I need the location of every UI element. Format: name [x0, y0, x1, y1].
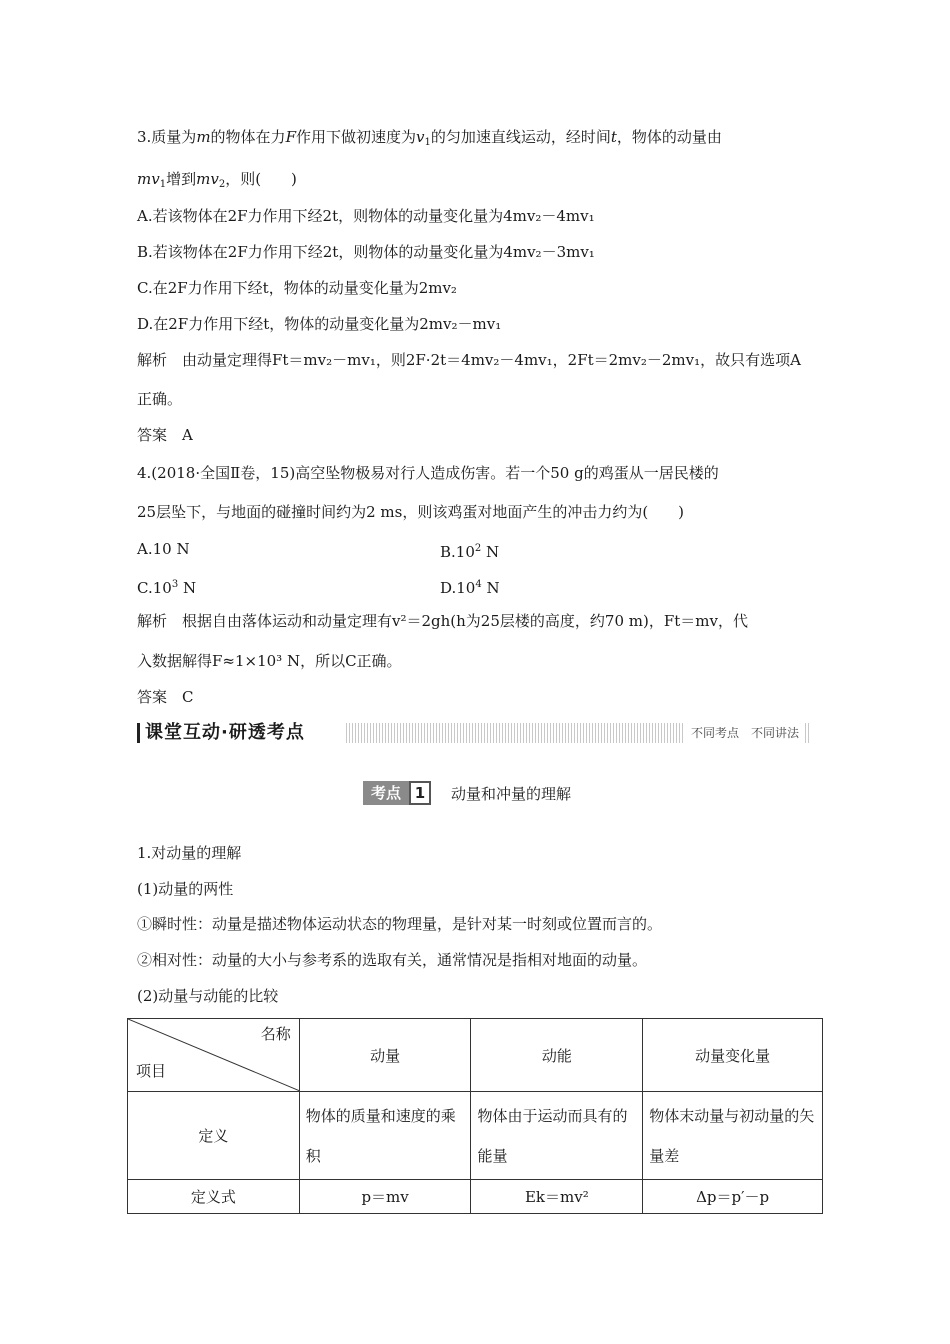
q4-analysis-line1: 解析 根据自由落体运动和动量定理有v²＝2gh(h为25层楼的高度，约70 m)，Ft＝mv，代 — [137, 612, 748, 630]
q3-option-a: A.若该物体在2F力作用下经2t，则物体的动量变化量为4mv₂－4mv₁ — [137, 207, 595, 225]
q3-analysis-line1: 解析 由动量定理得Ft＝mv₂－mv₁，则2F·2t＝4mv₂－4mv₁，2Ft＝2mv₂－2mv₁，故只有选项A — [137, 351, 801, 369]
q3-stem-line2 — [137, 169, 297, 195]
q4-text: D.10 — [440, 579, 476, 597]
q3-text: ，物体的动量由 — [616, 128, 722, 146]
table-row-label: 定义式 — [128, 1180, 300, 1214]
table-cell: 物体末动量与初动量的矢量差 — [643, 1092, 823, 1180]
q3-var-v: v — [151, 170, 160, 188]
table-row — [128, 1092, 823, 1180]
q3-option-d: D.在2F力作用下经t，物体的动量变化量为2mv₂－mv₁ — [137, 315, 502, 333]
q4-text: N — [481, 543, 500, 561]
corner-bottom-label: 项目 — [136, 1062, 167, 1080]
kaodian-number: 1 — [409, 781, 431, 805]
q3-stem-line1 — [137, 127, 722, 153]
q4-stem-line1: 4.(2018·全国Ⅱ卷，15)高空坠物极易对行人造成伤害。若一个50 g的鸡蛋从一居民楼的 — [137, 464, 719, 482]
table-cell: 物体由于运动而具有的能量 — [471, 1092, 643, 1180]
table-header-cell: 动能 — [471, 1019, 643, 1092]
q3-analysis-line2: 正确。 — [137, 390, 183, 408]
q3-option-c: C.在2F力作用下经t，物体的动量变化量为2mv₂ — [137, 279, 457, 297]
q3-text: 的物体在力 — [210, 128, 286, 146]
table-cell: 物体的质量和速度的乘积 — [299, 1092, 471, 1180]
q3-text: 增到 — [166, 170, 197, 188]
banner-tag: 不同考点 不同讲法 — [685, 723, 805, 743]
q4-option-b — [440, 539, 499, 562]
q3-text: ，则( ) — [225, 170, 297, 188]
table-cell: p＝mv — [299, 1180, 471, 1214]
q4-option-c — [137, 575, 196, 598]
corner-top-label: 名称 — [260, 1025, 291, 1043]
subheading-2: (2)动量与动能的比较 — [137, 987, 279, 1005]
table-cell: Δp＝p′－p — [643, 1180, 823, 1214]
kaodian-heading — [363, 780, 571, 806]
q4-analysis-line2: 入数据解得F≈1×10³ N，所以C正确。 — [137, 652, 402, 670]
paragraph-relativity: ②相对性：动量的大小与参考系的选取有关，通常情况是指相对地面的动量。 — [137, 951, 648, 969]
q4-text: N — [178, 579, 197, 597]
q3-text: 的匀加速直线运动，经时间 — [430, 128, 611, 146]
section-banner — [137, 720, 809, 746]
q3-var-v: v — [416, 128, 425, 146]
q3-text: 3.质量为 — [137, 128, 197, 146]
q4-text: B.10 — [440, 543, 475, 561]
table-header-row — [128, 1019, 823, 1092]
q3-text: 作用下做初速度为 — [295, 128, 416, 146]
q3-var-t: t — [610, 128, 617, 146]
subheading-1: (1)动量的两性 — [137, 880, 234, 898]
q4-text: C.10 — [137, 579, 172, 597]
table-header-cell: 动量变化量 — [643, 1019, 823, 1092]
q3-sub: 2 — [218, 179, 226, 190]
kaodian-label: 考点 — [363, 781, 409, 805]
paragraph-instantaneity: ①瞬时性：动量是描述物体运动状态的物理量，是针对某一时刻或位置而言的。 — [137, 915, 663, 933]
q4-option-d — [440, 575, 500, 598]
banner-title: 课堂互动·研透考点 — [137, 720, 345, 746]
q3-option-b: B.若该物体在2F力作用下经2t，则物体的动量变化量为4mv₂－3mv₁ — [137, 243, 595, 261]
q4-option-a: A.10 N — [137, 540, 190, 558]
table-row — [128, 1180, 823, 1214]
q3-var-F: F — [285, 128, 296, 146]
q4-stem-line2: 25层坠下，与地面的碰撞时间约为2 ms，则该鸡蛋对地面产生的冲击力约为( ) — [137, 503, 685, 521]
comparison-table — [127, 1018, 823, 1214]
q4-exp: 4 — [475, 579, 482, 590]
q3-var-m: m — [196, 170, 211, 188]
q4-exp: 2 — [474, 543, 482, 554]
q3-sub: 1 — [424, 137, 431, 148]
q3-sub: 1 — [159, 179, 167, 190]
table-corner-cell — [128, 1019, 300, 1092]
kaodian-title: 动量和冲量的理解 — [451, 784, 572, 803]
q3-var-m: m — [137, 170, 152, 188]
q4-exp: 3 — [171, 579, 179, 590]
table-row-label: 定义 — [128, 1092, 300, 1180]
q3-var-m: m — [196, 128, 211, 146]
q4-text: N — [481, 579, 500, 597]
q3-answer: 答案 A — [137, 426, 193, 444]
table-header-cell: 动量 — [299, 1019, 471, 1092]
table-cell: Ek＝mv² — [471, 1180, 643, 1214]
q4-answer: 答案 C — [137, 688, 194, 706]
section-heading-1: 1.对动量的理解 — [137, 844, 242, 862]
q3-var-v: v — [210, 170, 219, 188]
